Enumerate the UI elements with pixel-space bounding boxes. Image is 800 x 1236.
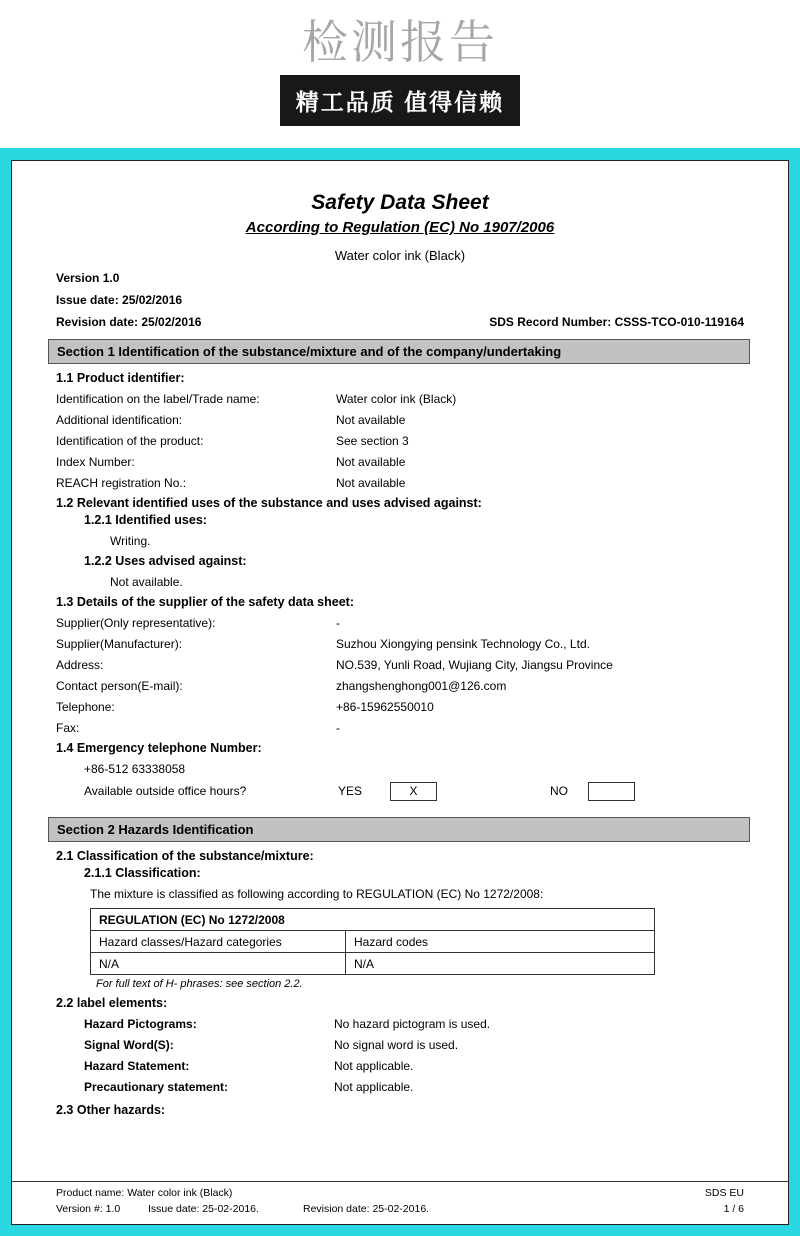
field-label: Hazard Statement: bbox=[84, 1058, 190, 1073]
section1-2-1-title: 1.2.1 Identified uses: bbox=[84, 513, 207, 527]
footer-row-2 bbox=[56, 1203, 744, 1215]
section1-4-title: 1.4 Emergency telephone Number: bbox=[56, 741, 262, 755]
doc-revision-date: Revision date: 25/02/2016 bbox=[56, 315, 202, 329]
field-label: Index Number: bbox=[56, 454, 135, 469]
field-row-trade-name bbox=[56, 388, 744, 409]
field-value: Not available bbox=[336, 454, 406, 469]
doc-sds-record-number: SDS Record Number: CSSS-TCO-010-119164 bbox=[489, 315, 744, 329]
field-row-product-id bbox=[56, 430, 744, 451]
field-value: No hazard pictogram is used. bbox=[334, 1016, 491, 1031]
field-label: Contact person(E-mail): bbox=[56, 678, 183, 693]
doc-revision-row bbox=[56, 315, 744, 329]
report-banner bbox=[0, 0, 800, 148]
field-label: Telephone: bbox=[56, 699, 115, 714]
field-row-signal-word bbox=[84, 1034, 744, 1055]
table-title-row bbox=[91, 909, 655, 931]
h-phrases-note: For full text of H- phrases: see section 2.2. bbox=[96, 978, 303, 990]
table-col-hazard-codes: Hazard codes bbox=[346, 931, 655, 953]
field-row-hazard-statement bbox=[84, 1055, 744, 1076]
field-value: - bbox=[336, 720, 340, 735]
footer-sds-eu: SDS EU bbox=[704, 1187, 744, 1199]
section1-1-title: 1.1 Product identifier: bbox=[56, 371, 185, 385]
field-row-supplier-manufacturer bbox=[56, 633, 744, 654]
field-label: Signal Word(S): bbox=[84, 1037, 174, 1052]
table-value-row bbox=[91, 953, 655, 975]
field-value: See section 3 bbox=[336, 433, 409, 448]
field-label: Fax: bbox=[56, 720, 80, 735]
yes-checkbox: X bbox=[390, 782, 437, 801]
section2-1-1-title: 2.1.1 Classification: bbox=[84, 866, 201, 880]
footer-page-number: 1 / 6 bbox=[723, 1203, 744, 1215]
table-header-row bbox=[91, 931, 655, 953]
office-hours-question-row bbox=[84, 779, 744, 803]
doc-regulation-line: According to Regulation (EC) No 1907/2006 bbox=[245, 219, 555, 236]
field-value: Not available bbox=[336, 412, 406, 427]
field-row-additional-id bbox=[56, 409, 744, 430]
field-label: Hazard Pictograms: bbox=[84, 1016, 197, 1031]
field-label: Supplier(Only representative): bbox=[56, 615, 216, 630]
field-row-hazard-pictograms bbox=[84, 1013, 744, 1034]
doc-issue-date: Issue date: 25/02/2016 bbox=[56, 293, 183, 307]
footer-row-1 bbox=[56, 1187, 744, 1199]
field-label: Precautionary statement: bbox=[84, 1079, 229, 1094]
field-value: - bbox=[336, 615, 340, 630]
no-label: NO bbox=[550, 784, 568, 798]
doc-title: Safety Data Sheet bbox=[311, 191, 489, 214]
field-value: zhangshenghong001@126.com bbox=[336, 678, 507, 693]
doc-footer bbox=[12, 1181, 788, 1224]
yes-label: YES bbox=[338, 784, 363, 798]
field-row-contact-email bbox=[56, 675, 744, 696]
field-value: Not available bbox=[336, 475, 406, 490]
field-value: Water color ink (Black) bbox=[336, 391, 457, 406]
doc-version: Version 1.0 bbox=[56, 271, 120, 285]
document-frame bbox=[0, 148, 800, 1236]
table-cell-na-1: N/A bbox=[91, 953, 346, 975]
footer-revision-date: Revision date: 25-02-2016. bbox=[303, 1203, 430, 1215]
field-label: Address: bbox=[56, 657, 104, 672]
table-cell-na-2: N/A bbox=[346, 953, 655, 975]
table-title: REGULATION (EC) No 1272/2008 bbox=[91, 909, 655, 931]
no-checkbox bbox=[588, 782, 635, 801]
field-row-fax bbox=[56, 717, 744, 738]
field-row-supplier-representative bbox=[56, 612, 744, 633]
field-value: Not applicable. bbox=[334, 1058, 414, 1073]
field-label: Additional identification: bbox=[56, 412, 183, 427]
table-col-hazard-classes: Hazard classes/Hazard categories bbox=[91, 931, 346, 953]
identified-uses-value: Writing. bbox=[110, 533, 151, 548]
field-label: Identification on the label/Trade name: bbox=[56, 391, 260, 406]
classification-table bbox=[90, 908, 655, 975]
field-value: Suzhou Xiongying pensink Technology Co., Ltd. bbox=[336, 636, 590, 651]
field-label: Identification of the product: bbox=[56, 433, 204, 448]
sds-document bbox=[11, 160, 789, 1225]
section1-2-2-title: 1.2.2 Uses advised against: bbox=[84, 554, 247, 568]
section2-2-title: 2.2 label elements: bbox=[56, 996, 168, 1010]
field-label: Supplier(Manufacturer): bbox=[56, 636, 183, 651]
classification-intro-text: The mixture is classified as following according to REGULATION (EC) No 1272/2008: bbox=[90, 886, 544, 901]
field-value: No signal word is used. bbox=[334, 1037, 459, 1052]
office-hours-question: Available outside office hours? bbox=[84, 784, 247, 798]
field-label: REACH registration No.: bbox=[56, 475, 187, 490]
field-value: NO.539, Yunli Road, Wujiang City, Jiangsu Province bbox=[336, 657, 613, 672]
footer-version: Version #: 1.0 bbox=[56, 1203, 121, 1215]
field-row-precautionary-statement bbox=[84, 1076, 744, 1097]
banner-slogan: 精工品质 值得信赖 bbox=[280, 75, 520, 126]
field-row-index-number bbox=[56, 451, 744, 472]
section2-3-title: 2.3 Other hazards: bbox=[56, 1103, 166, 1117]
section1-header: Section 1 Identification of the substance/mixture and of the company/undertaking bbox=[48, 339, 750, 364]
footer-issue-date: Issue date: 25-02-2016. bbox=[148, 1203, 259, 1215]
section1-2-title: 1.2 Relevant identified uses of the substance and uses advised against: bbox=[56, 496, 482, 510]
footer-product-name: Product name: Water color ink (Black) bbox=[56, 1187, 233, 1199]
field-value: Not applicable. bbox=[334, 1079, 414, 1094]
uses-advised-against-value: Not available. bbox=[110, 574, 183, 589]
banner-title: 检测报告 bbox=[302, 16, 498, 68]
field-row-address bbox=[56, 654, 744, 675]
section2-1-title: 2.1 Classification of the substance/mixture: bbox=[56, 849, 314, 863]
field-row-reach-registration bbox=[56, 472, 744, 493]
emergency-phone: +86-512 63338058 bbox=[84, 761, 186, 776]
field-value: +86-15962550010 bbox=[336, 699, 434, 714]
section2-header: Section 2 Hazards Identification bbox=[48, 817, 750, 842]
field-row-telephone bbox=[56, 696, 744, 717]
section1-3-title: 1.3 Details of the supplier of the safety data sheet: bbox=[56, 595, 354, 609]
doc-product-name: Water color ink (Black) bbox=[334, 248, 466, 263]
